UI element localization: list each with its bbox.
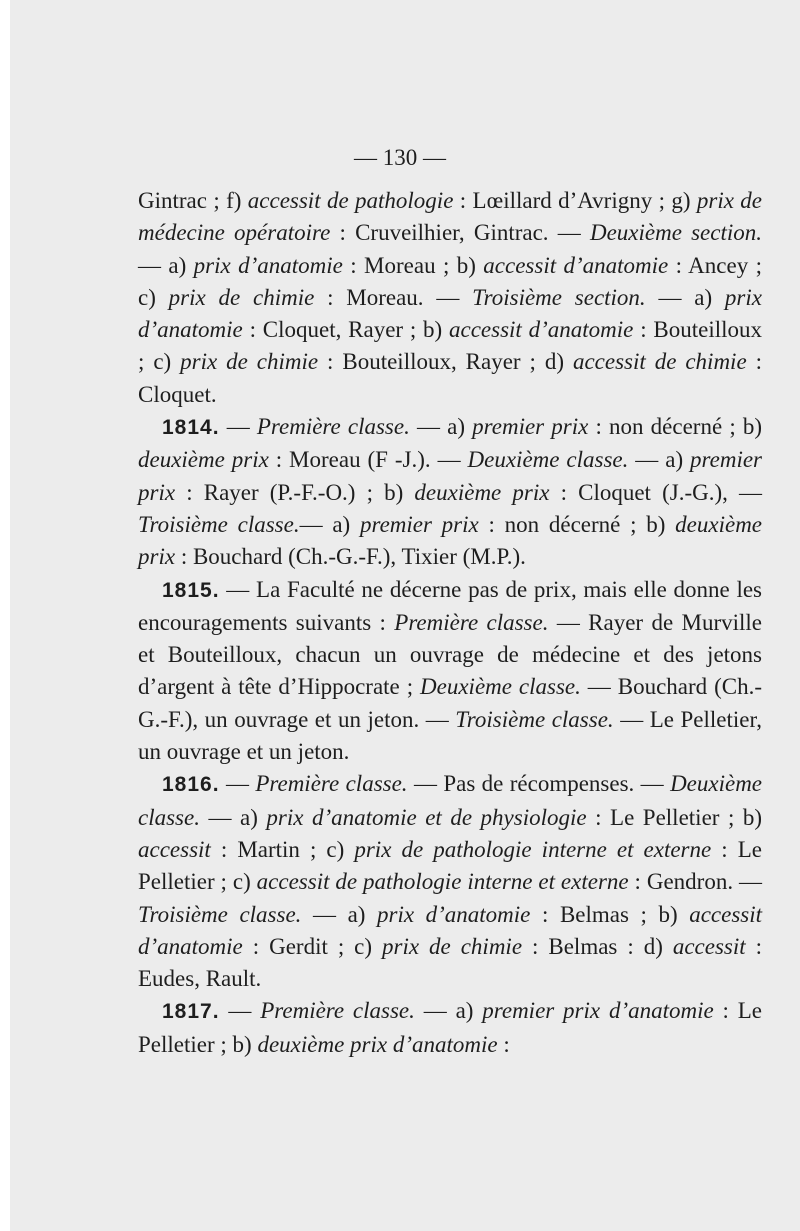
- text-run: : Lœillard d’Avrigny ; g): [453, 188, 697, 213]
- italic-text: Première classe.: [260, 998, 415, 1024]
- text-run: — a): [199, 804, 267, 830]
- italic-text: prix de chimie: [180, 349, 319, 375]
- text-run: —: [219, 414, 257, 440]
- italic-text: Troisième classe.: [138, 901, 302, 927]
- text-run: — a): [138, 252, 194, 278]
- text-run: : Cruveilhier, Gintrac. —: [330, 220, 590, 246]
- italic-text: accessit: [672, 933, 746, 959]
- italic-text: premier prix: [359, 511, 479, 537]
- text-run: : Eudes, Rault.: [138, 933, 763, 992]
- italic-text: deuxième prix: [138, 447, 269, 473]
- italic-text: prix d’anatomie et de physiologie: [266, 804, 587, 830]
- text-run: : Bouteilloux, Rayer ; d): [318, 349, 573, 375]
- text-run: : Gendron. —: [628, 869, 762, 895]
- italic-text: premier prix: [138, 447, 762, 505]
- text-run: : Gerdit ; c): [242, 933, 383, 959]
- text-run: : Martin ; c): [210, 836, 355, 862]
- italic-text: accessit d’anatomie: [483, 252, 669, 278]
- text-run: — Le Pelletier, un ouvrage et un jeton.: [138, 706, 762, 765]
- italic-text: prix de chimie: [168, 284, 315, 310]
- year-heading: 1816.: [162, 773, 220, 797]
- text-run: —: [219, 998, 261, 1024]
- text-run: — a): [414, 998, 483, 1024]
- italic-text: accessit de chimie: [572, 349, 747, 375]
- text-run: : Le Pelletier ; b): [138, 998, 763, 1057]
- text-run: : non décerné ; b): [478, 511, 676, 537]
- text-run: : Belmas ; b): [530, 901, 690, 927]
- paragraph: [138, 185, 762, 411]
- paragraph: [138, 768, 762, 995]
- text-run: : Bouchard (Ch.-G.-F.), Tixier (M.P.).: [175, 544, 526, 570]
- text-run: — Rayer de Murville et Bouteilloux, chacun un ouvrage de médecine et des jetons d’argent à tête d’Hippocrate ;: [138, 609, 762, 700]
- paragraph: [138, 574, 762, 769]
- text-run: :: [497, 1031, 510, 1057]
- text-run: : Cloquet.: [138, 349, 762, 407]
- italic-text: prix de médecine opératoire: [138, 188, 762, 246]
- italic-text: Première classe.: [256, 414, 410, 440]
- italic-text: premier prix: [472, 414, 589, 440]
- paragraph: [138, 411, 762, 573]
- italic-text: accessit de pathologie: [247, 188, 454, 213]
- italic-text: deuxième prix: [138, 511, 763, 570]
- italic-text: accessit de pathologie interne et externe: [256, 869, 629, 895]
- text-run: : Le Pelletier ; b): [586, 804, 763, 830]
- italic-text: Première classe.: [394, 609, 549, 635]
- text-run: — a): [645, 284, 725, 310]
- page-body-text: [138, 185, 762, 1061]
- italic-text: Troisième classe.: [455, 706, 614, 732]
- italic-text: Deuxième section.: [589, 220, 762, 246]
- text-run: —: [219, 771, 256, 797]
- text-run: : Ancey ; c): [138, 252, 762, 310]
- italic-text: Troisième classe.: [138, 511, 300, 537]
- page-number: — 130 —: [354, 145, 446, 170]
- italic-text: accessit d’anatomie: [449, 317, 634, 343]
- italic-text: Première classe.: [255, 771, 408, 797]
- italic-text: Troisième section.: [472, 284, 646, 310]
- italic-text: prix d’anatomie: [138, 284, 762, 343]
- italic-text: premier prix d’anatomie: [482, 998, 714, 1024]
- text-run: Gintrac ; f): [138, 188, 248, 213]
- text-run: : Le Pelletier ; c): [138, 836, 762, 895]
- italic-text: deuxième prix d’anatomie: [257, 1031, 498, 1057]
- text-run: : Belmas : d): [522, 933, 673, 959]
- italic-text: accessit: [138, 836, 211, 862]
- italic-text: prix d’anatomie: [377, 901, 531, 927]
- text-run: — Pas de récompenses. —: [407, 771, 671, 797]
- year-heading: 1815.: [162, 578, 220, 602]
- text-run: — a): [299, 511, 360, 537]
- italic-text: deuxième prix: [414, 479, 550, 505]
- italic-text: prix de chimie: [382, 933, 523, 959]
- text-run: — La Faculté ne décerne pas de prix, mais elle donne les encouragements suivants :: [138, 576, 762, 635]
- paragraph: [138, 995, 762, 1061]
- text-run: : Cloquet (J.-G.), —: [549, 479, 763, 505]
- text-run: : non décerné ; b): [588, 414, 763, 440]
- text-run: — a): [301, 901, 378, 927]
- italic-text: Deuxième classe.: [420, 674, 581, 700]
- italic-text: accessit d’anatomie: [138, 901, 763, 959]
- year-heading: 1817.: [162, 1000, 220, 1024]
- text-run: : Moreau ; b): [342, 252, 484, 278]
- text-run: — a): [628, 447, 691, 473]
- text-run: : Moreau. —: [314, 284, 473, 310]
- italic-text: prix de pathologie interne et externe: [354, 836, 712, 862]
- text-run: : Cloquet, Rayer ; b): [242, 317, 450, 343]
- text-run: : Rayer (P.-F.-O.) ; b): [175, 479, 415, 505]
- text-run: — a): [409, 414, 473, 440]
- text-run: : Moreau (F -J.). —: [268, 447, 468, 473]
- italic-text: Deuxième classe.: [138, 771, 763, 830]
- text-run: — Bouchard (Ch.-G.-F.), un ouvrage et un jeton. —: [138, 674, 763, 732]
- year-heading: 1814.: [162, 416, 220, 440]
- italic-text: Deuxième classe.: [467, 447, 629, 473]
- italic-text: prix d’anatomie: [193, 252, 343, 278]
- text-run: : Bouteilloux ; c): [138, 317, 762, 375]
